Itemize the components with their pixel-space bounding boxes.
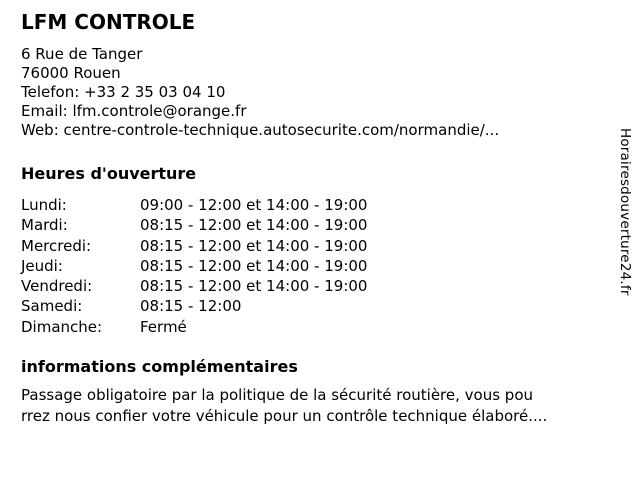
phone-line: Telefon: +33 2 35 03 04 10 [21,83,226,101]
hours-table [21,195,640,337]
hours-row-thursday [21,256,640,276]
address-line-2: 76000 Rouen [21,64,121,82]
day-label: Samedi: [21,297,83,316]
info-text-line-1: Passage obligatoire par la politique de la sécurité routière, vous pou [21,386,533,405]
hours-value: 08:15 - 12:00 et 14:00 - 19:00 [140,236,368,255]
day-label: Vendredi: [21,277,93,296]
address-line-1: 6 Rue de Tanger [21,45,143,63]
day-label: Mardi: [21,216,68,235]
hours-value: 08:15 - 12:00 et 14:00 - 19:00 [140,216,368,235]
email-line: Email: lfm.controle@orange.fr [21,102,247,120]
info-text-line-2: rrez nous confier votre véhicule pour un contrôle technique élaboré.... [21,407,548,426]
hours-row-friday [21,276,640,296]
day-label: Dimanche: [21,317,103,336]
day-label: Mercredi: [21,236,92,255]
hours-value: 09:00 - 12:00 et 14:00 - 19:00 [140,196,368,214]
hours-row-tuesday [21,215,640,235]
hours-value: 08:15 - 12:00 [140,297,242,316]
hours-row-wednesday [21,236,640,256]
contact-block [21,45,640,140]
additional-info-heading: informations complémentaires [21,357,298,377]
page-title: LFM CONTROLE [21,10,196,34]
web-line: Web: centre-controle-technique.autosecurite.com/normandie/... [21,121,500,139]
hours-row-saturday [21,296,640,316]
hours-value: 08:15 - 12:00 et 14:00 - 19:00 [140,277,368,296]
hours-value: 08:15 - 12:00 et 14:00 - 19:00 [140,256,368,275]
hours-row-sunday [21,317,640,337]
additional-info-text [21,385,640,427]
hours-closed-value: Fermé [140,317,187,336]
hours-row-monday [21,195,640,215]
day-label: Jeudi: [21,256,63,275]
watermark-vertical-text: Horairesdouverture24.fr [617,128,633,296]
hours-heading: Heures d'ouverture [21,164,197,183]
day-label: Lundi: [21,196,67,214]
